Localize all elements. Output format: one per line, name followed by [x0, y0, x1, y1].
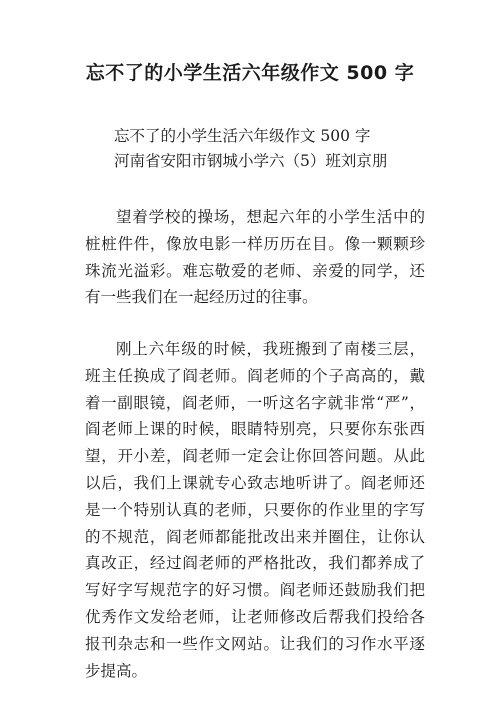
- meta-title-line: 忘不了的小学生活六年级作文 500 字: [114, 127, 371, 145]
- paragraph-2: 刚上六年级的时候，我班搬到了南楼三层，班主任换成了阎老师。阎老师的个子高高的，戴着一副眼镜，阎老师，一听这名字就非常“严”，阎老师上课的时候，眼睛特别亮，只要你东张西望，开小差，阎老师一定会让你回答问题。从此以后，我们上课就专心致志地听讲了。阎老师还是一个特别认真的老师，只要你的作业里的字写的不规范，阎老师都能批改出来并圈住，让你认真改正，经过阎老师的严格批改，我们都养成了写好字写规范字的好习惯。阎老师还鼓励我们把优秀作文发给老师，让老师修改后帮我们投给各报刊杂志和一些作文网站。让我们的习作水平逐步提高。: [85, 340, 425, 680]
- meta-author-line: 河南省安阳市钢城小学六（5）班刘京朋: [114, 152, 388, 170]
- document-title: 忘不了的小学生活六年级作文 500 字: [85, 62, 415, 84]
- document-meta: [114, 124, 484, 174]
- paragraph-1: 望着学校的操场，想起六年的小学生活中的桩桩件件，像放电影一样历历在目。像一颗颗珍珠流光溢彩。难忘敬爱的老师、亲爱的同学，还有一些我们在一起经历过的往事。: [85, 208, 425, 307]
